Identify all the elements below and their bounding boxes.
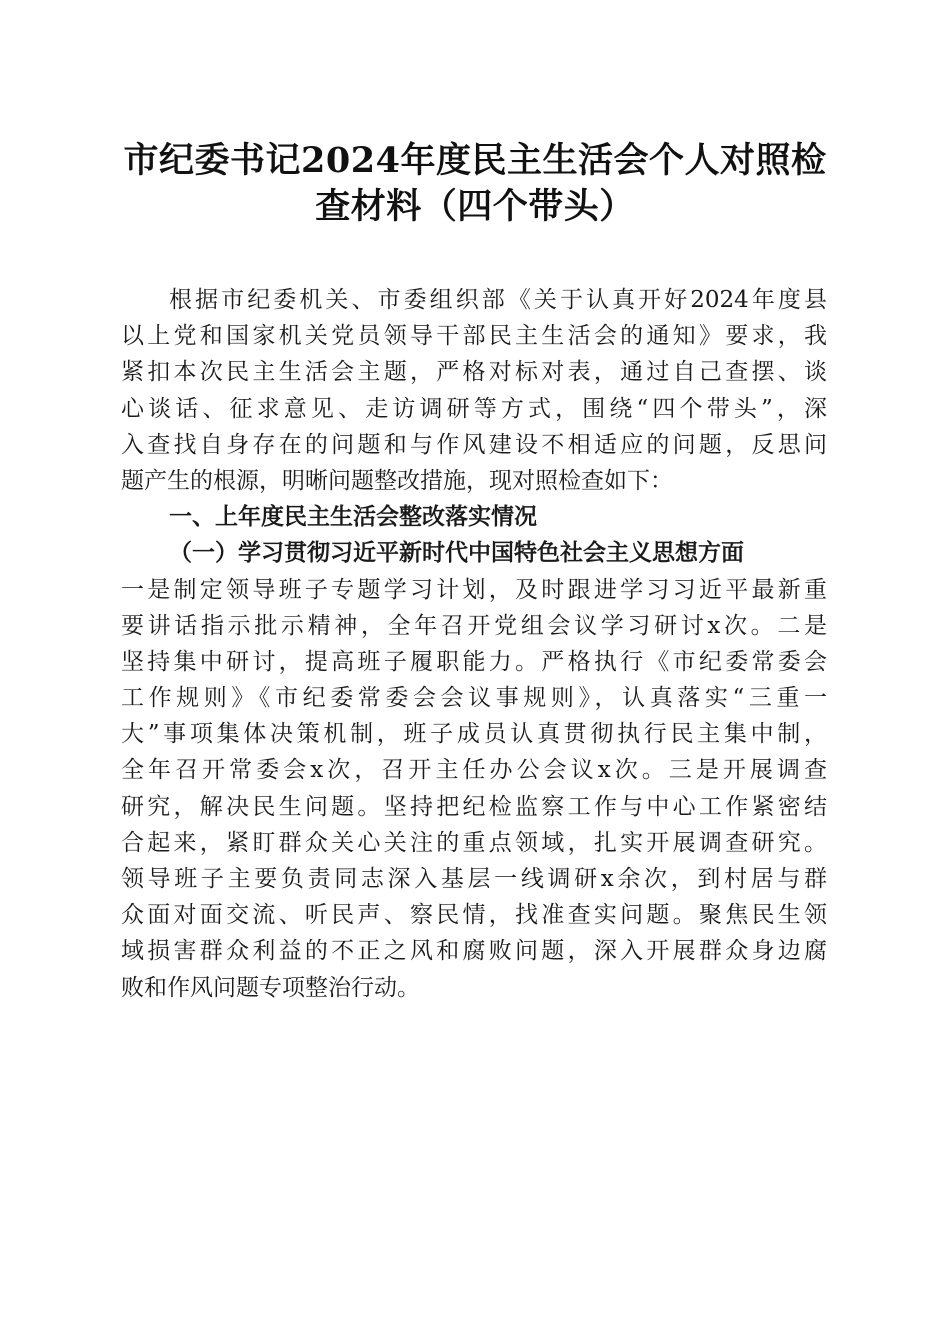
paragraph-line: 要讲话指示批示精神，全年召开党组会议学习研讨x次。二是: [121, 612, 827, 639]
paragraph-line: 领导班子主要负责同志深入基层一线调研x余次，到村居与群: [121, 866, 827, 892]
paragraph-line: 工作规则》《市纪委常委会会议事规则》，认真落实“三重一: [121, 685, 827, 712]
paragraph-line: 大”事项集体决策机制，班子成员认真贯彻执行民主集中制，: [121, 721, 827, 748]
paragraph-line: 以上党和国家机关党员领导干部民主生活会的通知》要求，我: [121, 323, 827, 350]
paragraph-line: 坚持集中研讨，提高班子履职能力。严格执行《市纪委常委会: [121, 648, 827, 675]
title-line-2: 查材料（四个带头）: [315, 186, 635, 227]
paragraph-line: 心谈话、征求意见、走访调研等方式，围绕“四个带头”，深: [121, 395, 827, 422]
document-body: [121, 282, 827, 1006]
paragraph-line: 研究，解决民生问题。坚持把纪检监察工作与中心工作紧密结: [121, 793, 827, 820]
document-title: [120, 138, 830, 230]
paragraph-line: 入查找自身存在的问题和与作风建设不相适应的问题，反思问: [121, 431, 827, 458]
title-line-1: 市纪委书记2024年度民主生活会个人对照检: [123, 140, 827, 181]
paragraph-line: 题产生的根源，明晰问题整改措施，现对照检查如下：: [121, 467, 673, 494]
paragraph-line: 全年召开常委会x次，召开主任办公会议x次。三是开展调查: [121, 757, 827, 784]
paragraph-line: 败和作风问题专项整治行动。: [121, 974, 420, 1001]
paragraph-line: 合起来，紧盯群众关心关注的重点领域，扎实开展调查研究。: [121, 829, 827, 856]
paragraph-line: 众面对面交流、听民声、察民情，找准查实问题。聚焦民生领: [121, 902, 827, 929]
subsection-heading: （一）学习贯彻习近平新时代中国特色社会主义思想方面: [169, 540, 744, 567]
paragraph-line: 域损害群众利益的不正之风和腐败问题，深入开展群众身边腐: [121, 938, 827, 965]
paragraph-line: 根据市纪委机关、市委组织部《关于认真开好2024年度县: [169, 287, 827, 313]
paragraph-line: 一是制定领导班子专题学习计划，及时跟进学习习近平最新重: [121, 576, 827, 603]
paragraph-line: 紧扣本次民主生活会主题，严格对标对表，通过自己查摆、谈: [121, 359, 827, 386]
section-heading: 一、上年度民主生活会整改落实情况: [169, 504, 537, 531]
